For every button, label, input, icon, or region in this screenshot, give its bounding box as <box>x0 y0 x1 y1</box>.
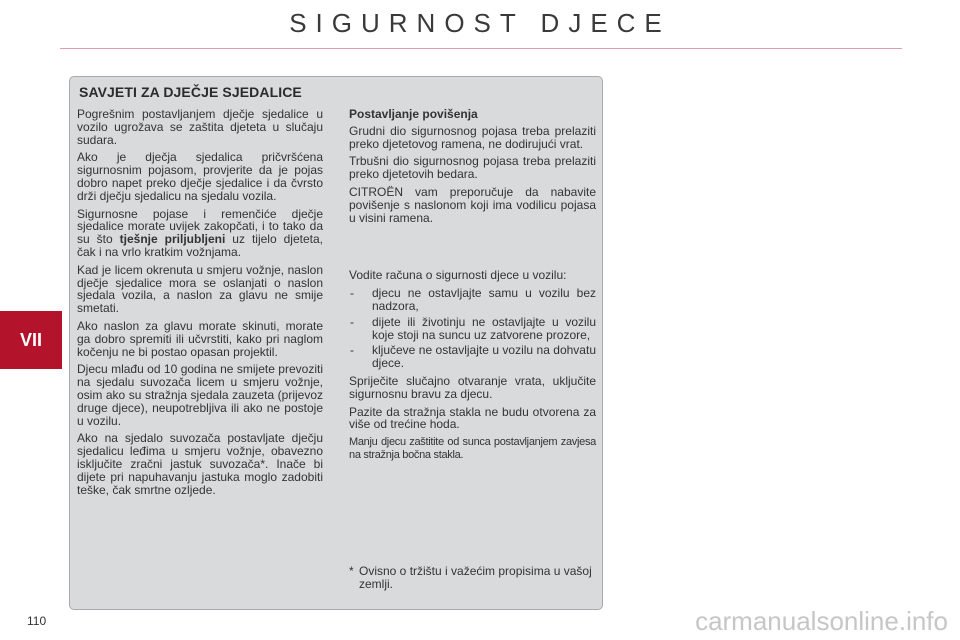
panel-title: SAVJETI ZA DJEČJE SJEDALICE <box>79 84 302 100</box>
watermark: carmanualsonline.info <box>695 606 948 636</box>
right-column <box>349 108 596 466</box>
paragraph-text: Sigurnosne pojase i remenčiće dječje sjedalice morate uvijek zakopčati, i to tako da su što <box>77 206 323 247</box>
list-item-text: djecu ne ostavljajte samu u vozilu bez nadzora, <box>372 286 596 313</box>
paragraph: Djecu mlađu od 10 godina ne smijete prevoziti na sjedalu suvozača licem u smjeru vožnje, osim ako su stražnja sjedala zauzeta (prijevoz druge djece), neupotrebljiva ili ako ne postoje u vozilu. <box>77 362 323 428</box>
chapter-tab[interactable]: VII <box>0 311 62 369</box>
paragraph: Pogrešnim postavljanjem dječje sjedalice u vozilo ugrožava se zaštita djeteta u slučaju sudara. <box>77 107 323 147</box>
paragraph: Kad je licem okrenuta u smjeru vožnje, naslon dječje sjedalice mora se oslanjati o naslon sjedala vozila, a naslon za glavu ne smije smetati. <box>77 262 323 316</box>
paragraph <box>77 208 323 259</box>
list-item <box>349 287 596 313</box>
footnote-text: Ovisno o tržištu i važećim propisima u vašoj zemlji. <box>359 564 592 591</box>
paragraph: Ako naslon za glavu morate skinuti, morate ga dobro spremiti ili učvrstiti, kako pri naglom kočenju ne bi postao opasan projektil. <box>77 318 323 359</box>
paragraph: Grudni dio sigurnosnog pojasa treba prelaziti preko djetetovog ramena, ne dodirujući vrat. <box>349 123 596 151</box>
paragraph: Manju djecu zaštitite od sunca postavljanjem zavjesa na stražnja bočna stakla. <box>349 436 596 461</box>
footnote <box>349 565 596 591</box>
bullet-marker: - <box>350 286 354 301</box>
left-column <box>77 108 323 501</box>
paragraph: Ako na sjedalo suvozača postavljate dječju sjedalicu leđima u smjeru vožnje, obavezno isključite zračni jastuk suvozača*. Inače bi dijete pri napuhavanju jastuka moglo zadobiti teške, čak smrtne ozljede. <box>77 431 323 497</box>
page-number: 110 <box>27 614 47 628</box>
list-item-text: dijete ili životinju ne ostavljajte u vozilu koje stoji na suncu uz zatvorene prozore, <box>372 314 596 342</box>
emphasis-text: tješnje priljubljeni <box>119 232 226 247</box>
paragraph-text: uz tijelo djeteta, čak i na vrlo kratkim vožnjama. <box>77 232 323 259</box>
paragraph: Ako je dječja sjedalica pričvršćena sigurnosnim pojasom, provjerite da je pojas dobro napet preko dječje sjedalice i da čvrsto drži dječju sjedalicu na sjedalu vozila. <box>77 150 323 203</box>
bullet-marker: - <box>350 314 354 329</box>
bullet-marker: - <box>350 343 354 358</box>
sub-heading: Postavljanje povišenja <box>349 107 478 121</box>
list-item-text: ključeve ne ostavljajte u vozilu na dohvatu djece. <box>372 343 596 371</box>
advice-panel <box>69 76 603 610</box>
safety-list <box>349 287 596 370</box>
page-title: SIGURNOST DJECE <box>289 8 671 38</box>
title-divider <box>60 48 902 49</box>
list-item <box>349 344 596 370</box>
paragraph: Trbušni dio sigurnosnog pojasa treba prelaziti preko djetetovih bedara. <box>349 154 596 182</box>
list-item <box>349 316 596 342</box>
paragraph: Vodite računa o sigurnosti djece u vozilu: <box>349 268 567 283</box>
paragraph: CITROËN vam preporučuje da nabavite povišenje s naslonom koji ima vodilicu pojasa u visini ramena. <box>349 184 596 225</box>
paragraph: Spriječite slučajno otvaranje vrata, uključite sigurnosnu bravu za djecu. <box>349 373 596 401</box>
paragraph: Pazite da stražnja stakla ne budu otvorena za više od trećine hoda. <box>349 404 596 432</box>
footnote-marker: * <box>349 564 354 578</box>
